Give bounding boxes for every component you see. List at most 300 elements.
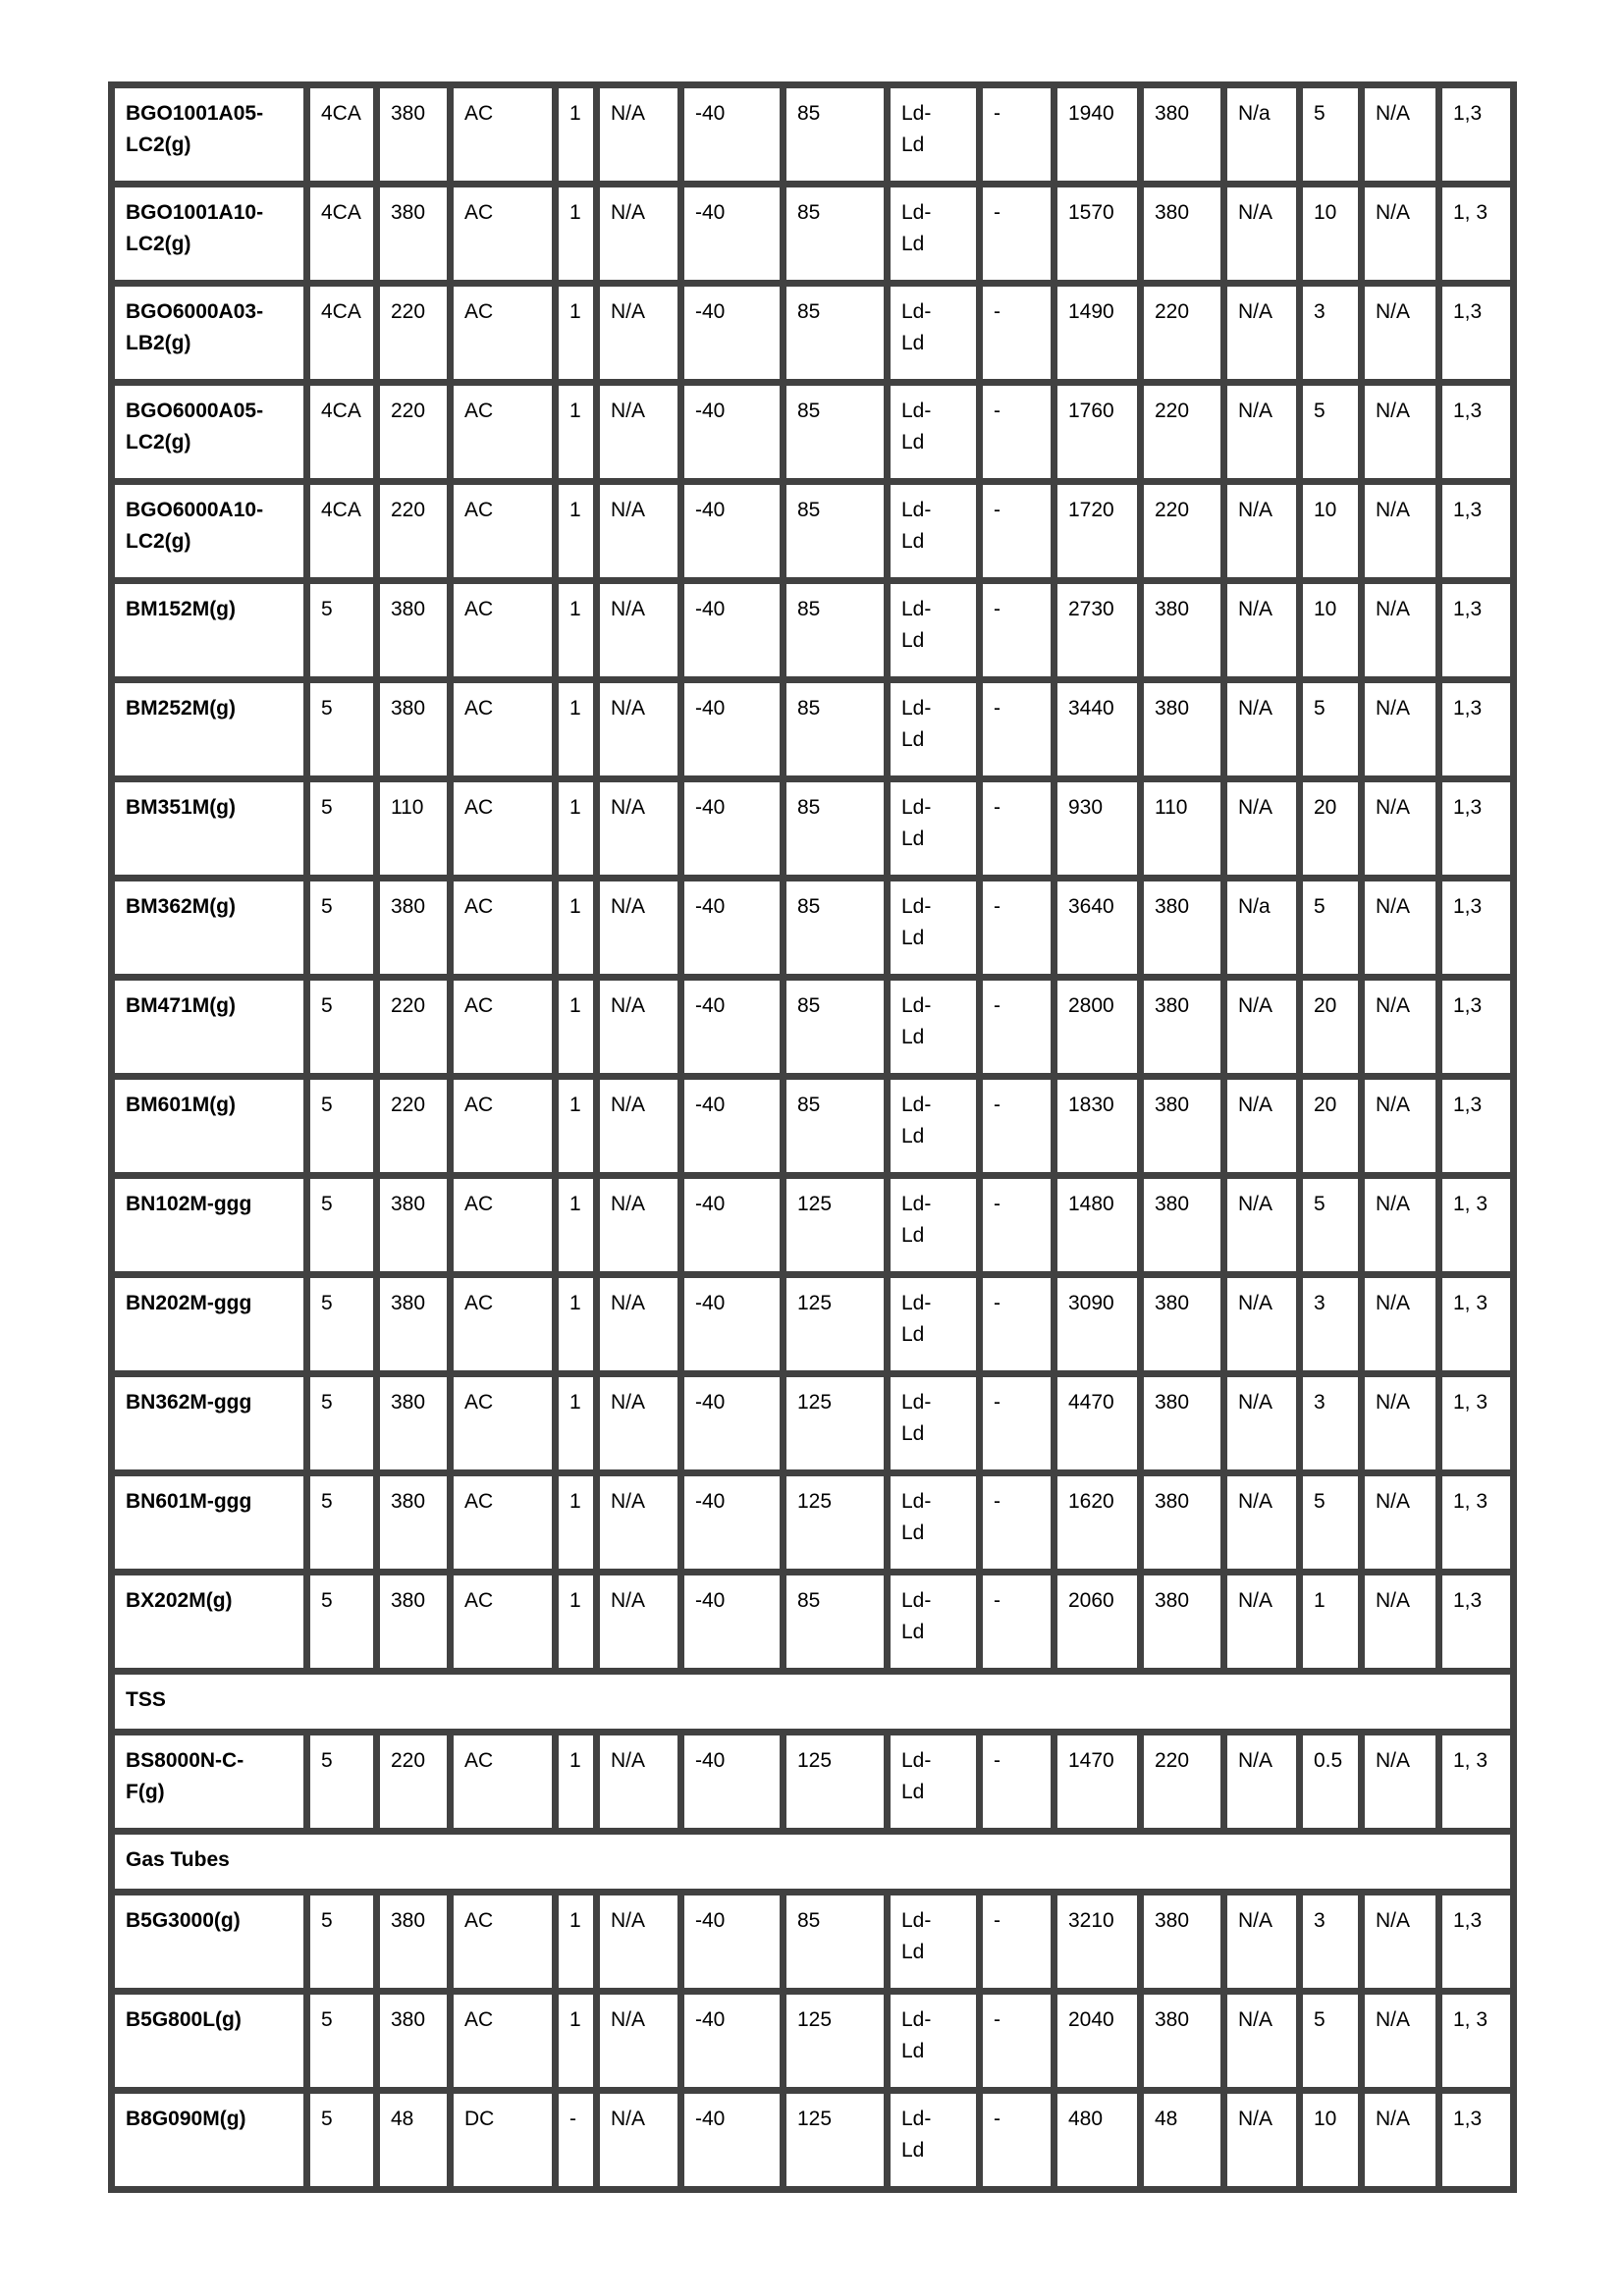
table-cell: N/A: [1224, 1733, 1300, 1832]
part-number-cell: BN362M-ggg: [112, 1374, 307, 1473]
table-row: [112, 1733, 1514, 1832]
table-cell: 380: [1141, 1077, 1224, 1176]
table-cell: N/A: [1362, 879, 1439, 978]
parts-spec-table: [108, 81, 1517, 2193]
part-number-cell: BM471M(g): [112, 978, 307, 1077]
table-cell: -: [980, 1992, 1055, 2091]
table-cell: N/A: [597, 2091, 681, 2190]
table-cell: N/A: [1362, 1077, 1439, 1176]
table-cell: N/A: [1362, 779, 1439, 879]
table-cell: 4470: [1055, 1374, 1141, 1473]
table-row: [112, 1893, 1514, 1992]
table-cell: N/A: [597, 1275, 681, 1374]
table-cell: 380: [377, 185, 451, 284]
table-cell: 1: [556, 85, 597, 185]
table-cell: 380: [377, 581, 451, 680]
table-cell: -40: [681, 284, 784, 383]
table-cell: 20: [1300, 1077, 1362, 1176]
table-cell: -40: [681, 1077, 784, 1176]
table-cell: 1720: [1055, 482, 1141, 581]
table-cell: 380: [377, 1473, 451, 1573]
table-cell: 1,3: [1439, 879, 1514, 978]
table-cell: 380: [377, 1176, 451, 1275]
table-cell: Ld-Ld: [888, 1992, 980, 2091]
table-cell: N/A: [597, 1077, 681, 1176]
table-cell: 5: [1300, 1992, 1362, 2091]
table-cell: N/A: [1362, 1275, 1439, 1374]
table-row: [112, 779, 1514, 879]
table-cell: 5: [307, 1374, 377, 1473]
table-cell: -: [980, 2091, 1055, 2190]
table-cell: 5: [1300, 383, 1362, 482]
table-cell: 1, 3: [1439, 1374, 1514, 1473]
table-cell: 1: [556, 879, 597, 978]
table-cell: 2040: [1055, 1992, 1141, 2091]
table-cell: 1,3: [1439, 978, 1514, 1077]
table-cell: 125: [784, 1275, 888, 1374]
table-cell: AC: [451, 1275, 556, 1374]
table-cell: Ld-Ld: [888, 85, 980, 185]
table-cell: -: [980, 978, 1055, 1077]
table-cell: -: [980, 185, 1055, 284]
table-cell: 5: [307, 779, 377, 879]
table-cell: N/A: [1224, 383, 1300, 482]
table-cell: 5: [307, 1077, 377, 1176]
table-row: [112, 284, 1514, 383]
table-cell: -40: [681, 1573, 784, 1672]
table-cell: Ld-Ld: [888, 1893, 980, 1992]
table-cell: AC: [451, 482, 556, 581]
part-number-cell: BM601M(g): [112, 1077, 307, 1176]
table-cell: -40: [681, 2091, 784, 2190]
table-cell: 4CA: [307, 284, 377, 383]
table-cell: 5: [307, 2091, 377, 2190]
table-cell: 1: [556, 284, 597, 383]
part-number-cell: BGO6000A03-LB2(g): [112, 284, 307, 383]
table-cell: 5: [307, 1992, 377, 2091]
table-cell: 3640: [1055, 879, 1141, 978]
table-cell: -: [980, 1473, 1055, 1573]
table-cell: 1: [556, 383, 597, 482]
table-cell: N/A: [597, 85, 681, 185]
table-cell: 10: [1300, 482, 1362, 581]
table-cell: 1: [556, 1573, 597, 1672]
table-cell: N/A: [597, 284, 681, 383]
table-cell: 85: [784, 284, 888, 383]
table-cell: 2730: [1055, 581, 1141, 680]
table-cell: 5: [307, 680, 377, 779]
section-header-cell: Gas Tubes: [112, 1832, 1514, 1893]
table-cell: N/A: [1224, 1473, 1300, 1573]
table-cell: 125: [784, 2091, 888, 2190]
table-cell: N/A: [1224, 1573, 1300, 1672]
table-cell: 85: [784, 680, 888, 779]
table-cell: Ld-Ld: [888, 1374, 980, 1473]
table-cell: 85: [784, 581, 888, 680]
table-cell: 110: [1141, 779, 1224, 879]
table-cell: 1: [556, 1077, 597, 1176]
table-cell: -: [980, 1893, 1055, 1992]
table-cell: -: [980, 1275, 1055, 1374]
table-cell: 380: [377, 1275, 451, 1374]
table-row: [112, 1573, 1514, 1672]
table-cell: -40: [681, 1374, 784, 1473]
table-cell: 1, 3: [1439, 185, 1514, 284]
table-cell: N/A: [597, 185, 681, 284]
part-number-cell: B5G3000(g): [112, 1893, 307, 1992]
part-number-cell: BN102M-ggg: [112, 1176, 307, 1275]
table-cell: 220: [1141, 1733, 1224, 1832]
table-cell: -40: [681, 779, 784, 879]
table-cell: 1570: [1055, 185, 1141, 284]
table-cell: N/A: [1362, 581, 1439, 680]
table-cell: 1: [1300, 1573, 1362, 1672]
table-cell: N/A: [1362, 680, 1439, 779]
table-cell: 220: [1141, 284, 1224, 383]
table-cell: 1,3: [1439, 1893, 1514, 1992]
table-cell: 5: [307, 1733, 377, 1832]
table-cell: 1, 3: [1439, 1473, 1514, 1573]
table-cell: Ld-Ld: [888, 879, 980, 978]
table-cell: -: [980, 383, 1055, 482]
table-cell: -40: [681, 1176, 784, 1275]
table-cell: 1830: [1055, 1077, 1141, 1176]
table-cell: -40: [681, 1893, 784, 1992]
table-cell: -: [980, 482, 1055, 581]
table-cell: 1760: [1055, 383, 1141, 482]
table-cell: 1: [556, 1473, 597, 1573]
table-cell: 48: [1141, 2091, 1224, 2190]
table-cell: -: [980, 85, 1055, 185]
table-cell: 85: [784, 85, 888, 185]
table-cell: 1: [556, 1176, 597, 1275]
table-cell: N/A: [1224, 284, 1300, 383]
table-cell: N/A: [597, 1573, 681, 1672]
table-cell: N/A: [597, 482, 681, 581]
table-cell: N/A: [597, 978, 681, 1077]
table-cell: 1, 3: [1439, 1992, 1514, 2091]
table-cell: 20: [1300, 779, 1362, 879]
table-cell: N/A: [1224, 1275, 1300, 1374]
table-cell: N/A: [1362, 284, 1439, 383]
table-cell: N/A: [1362, 85, 1439, 185]
table-cell: Ld-Ld: [888, 185, 980, 284]
table-cell: 1: [556, 978, 597, 1077]
table-cell: -: [980, 879, 1055, 978]
table-cell: N/A: [1224, 1992, 1300, 2091]
table-cell: AC: [451, 185, 556, 284]
table-cell: Ld-Ld: [888, 1573, 980, 1672]
table-cell: N/A: [597, 1893, 681, 1992]
table-cell: -: [556, 2091, 597, 2190]
table-cell: 2800: [1055, 978, 1141, 1077]
table-cell: Ld-Ld: [888, 680, 980, 779]
table-row: [112, 185, 1514, 284]
table-cell: 380: [1141, 1573, 1224, 1672]
table-cell: -: [980, 1374, 1055, 1473]
table-cell: N/A: [597, 1992, 681, 2091]
table-cell: Ld-Ld: [888, 284, 980, 383]
table-cell: -40: [681, 680, 784, 779]
table-cell: AC: [451, 1893, 556, 1992]
table-cell: 1,3: [1439, 2091, 1514, 2190]
table-cell: 1: [556, 1374, 597, 1473]
table-cell: Ld-Ld: [888, 383, 980, 482]
table-cell: 380: [377, 680, 451, 779]
table-cell: 85: [784, 1573, 888, 1672]
table-cell: 1480: [1055, 1176, 1141, 1275]
table-cell: N/A: [597, 680, 681, 779]
table-cell: Ld-Ld: [888, 978, 980, 1077]
table-cell: 110: [377, 779, 451, 879]
table-cell: 5: [1300, 85, 1362, 185]
table-cell: 220: [1141, 383, 1224, 482]
table-cell: 5: [307, 1893, 377, 1992]
table-cell: 85: [784, 383, 888, 482]
table-cell: 4CA: [307, 85, 377, 185]
table-cell: N/A: [597, 1473, 681, 1573]
table-cell: N/A: [1224, 482, 1300, 581]
table-cell: 85: [784, 1077, 888, 1176]
table-cell: AC: [451, 978, 556, 1077]
table-cell: 1, 3: [1439, 1275, 1514, 1374]
table-cell: 1,3: [1439, 1573, 1514, 1672]
table-cell: AC: [451, 1077, 556, 1176]
table-cell: -40: [681, 879, 784, 978]
part-number-cell: BGO1001A10-LC2(g): [112, 185, 307, 284]
table-cell: 85: [784, 185, 888, 284]
table-cell: 5: [1300, 1473, 1362, 1573]
table-row: [112, 482, 1514, 581]
table-cell: 5: [1300, 1176, 1362, 1275]
table-cell: N/A: [1224, 978, 1300, 1077]
table-cell: 4CA: [307, 482, 377, 581]
table-cell: 220: [377, 978, 451, 1077]
table-cell: 125: [784, 1733, 888, 1832]
table-cell: 125: [784, 1473, 888, 1573]
table-cell: N/A: [1362, 1473, 1439, 1573]
table-cell: 1,3: [1439, 284, 1514, 383]
table-cell: -: [980, 779, 1055, 879]
table-cell: N/A: [1224, 185, 1300, 284]
table-cell: Ld-Ld: [888, 482, 980, 581]
table-cell: 3090: [1055, 1275, 1141, 1374]
table-cell: -40: [681, 383, 784, 482]
table-cell: 1,3: [1439, 383, 1514, 482]
table-row: [112, 581, 1514, 680]
table-cell: 1, 3: [1439, 1176, 1514, 1275]
table-cell: 4CA: [307, 383, 377, 482]
table-cell: N/A: [597, 1733, 681, 1832]
table-row: [112, 383, 1514, 482]
table-cell: AC: [451, 1573, 556, 1672]
table-cell: Ld-Ld: [888, 1275, 980, 1374]
section-row: [112, 1672, 1514, 1733]
table-cell: 1: [556, 680, 597, 779]
table-cell: 5: [1300, 680, 1362, 779]
table-cell: 1620: [1055, 1473, 1141, 1573]
table-cell: N/A: [1224, 680, 1300, 779]
table-cell: 1,3: [1439, 85, 1514, 185]
table-cell: 1: [556, 1992, 597, 2091]
table-cell: 3210: [1055, 1893, 1141, 1992]
table-cell: 380: [1141, 1992, 1224, 2091]
table-cell: 1,3: [1439, 1077, 1514, 1176]
table-cell: 220: [1141, 482, 1224, 581]
table-cell: 380: [377, 1893, 451, 1992]
table-row: [112, 879, 1514, 978]
table-cell: -: [980, 1573, 1055, 1672]
part-number-cell: BS8000N-C-F(g): [112, 1733, 307, 1832]
table-cell: N/a: [1224, 879, 1300, 978]
table-cell: N/A: [1362, 1573, 1439, 1672]
table-cell: 380: [377, 879, 451, 978]
table-cell: 48: [377, 2091, 451, 2190]
part-number-cell: BGO6000A10-LC2(g): [112, 482, 307, 581]
table-cell: 220: [377, 383, 451, 482]
table-cell: 380: [1141, 185, 1224, 284]
table-cell: AC: [451, 85, 556, 185]
table-cell: N/A: [597, 581, 681, 680]
part-number-cell: B5G800L(g): [112, 1992, 307, 2091]
table-row: [112, 978, 1514, 1077]
table-cell: -40: [681, 1275, 784, 1374]
table-cell: AC: [451, 1374, 556, 1473]
table-cell: -40: [681, 581, 784, 680]
table-cell: 1: [556, 1733, 597, 1832]
table-cell: 3: [1300, 1893, 1362, 1992]
table-cell: 4CA: [307, 185, 377, 284]
table-cell: N/A: [1362, 383, 1439, 482]
table-cell: 220: [377, 284, 451, 383]
table-cell: N/A: [1362, 1733, 1439, 1832]
table-cell: 85: [784, 482, 888, 581]
part-number-cell: B8G090M(g): [112, 2091, 307, 2190]
table-cell: -: [980, 284, 1055, 383]
part-number-cell: BX202M(g): [112, 1573, 307, 1672]
table-cell: 3: [1300, 284, 1362, 383]
table-cell: N/A: [1362, 978, 1439, 1077]
table-cell: 930: [1055, 779, 1141, 879]
table-cell: AC: [451, 1176, 556, 1275]
table-row: [112, 1176, 1514, 1275]
table-cell: N/A: [597, 779, 681, 879]
part-number-cell: BGO1001A05-LC2(g): [112, 85, 307, 185]
table-cell: 380: [1141, 879, 1224, 978]
table-cell: 480: [1055, 2091, 1141, 2190]
table-cell: 85: [784, 978, 888, 1077]
table-cell: 85: [784, 879, 888, 978]
table-cell: N/A: [1362, 482, 1439, 581]
table-cell: 1: [556, 779, 597, 879]
table-row: [112, 1374, 1514, 1473]
table-cell: 20: [1300, 978, 1362, 1077]
table-cell: Ld-Ld: [888, 581, 980, 680]
table-cell: -40: [681, 1733, 784, 1832]
table-row: [112, 2091, 1514, 2190]
table-cell: Ld-Ld: [888, 1473, 980, 1573]
table-cell: N/A: [1362, 185, 1439, 284]
table-cell: 1,3: [1439, 482, 1514, 581]
table-cell: 3: [1300, 1275, 1362, 1374]
table-cell: 5: [1300, 879, 1362, 978]
table-cell: -40: [681, 1992, 784, 2091]
table-cell: 5: [307, 879, 377, 978]
table-cell: -: [980, 680, 1055, 779]
table-row: [112, 680, 1514, 779]
table-cell: 1,3: [1439, 680, 1514, 779]
table-cell: 85: [784, 779, 888, 879]
table-cell: AC: [451, 680, 556, 779]
table-cell: 380: [1141, 1374, 1224, 1473]
table-cell: AC: [451, 284, 556, 383]
table-cell: 3440: [1055, 680, 1141, 779]
table-cell: 10: [1300, 2091, 1362, 2190]
section-header-cell: TSS: [112, 1672, 1514, 1733]
table-cell: 5: [307, 1176, 377, 1275]
part-number-cell: BM362M(g): [112, 879, 307, 978]
table-cell: 220: [377, 1077, 451, 1176]
table-cell: 1,3: [1439, 779, 1514, 879]
table-row: [112, 1275, 1514, 1374]
part-number-cell: BM152M(g): [112, 581, 307, 680]
table-cell: 5: [307, 1473, 377, 1573]
table-cell: 5: [307, 1275, 377, 1374]
table-cell: 1: [556, 482, 597, 581]
table-cell: AC: [451, 879, 556, 978]
table-cell: -: [980, 581, 1055, 680]
table-cell: N/A: [597, 383, 681, 482]
table-cell: Ld-Ld: [888, 1176, 980, 1275]
table-cell: N/A: [1224, 1077, 1300, 1176]
table-cell: Ld-Ld: [888, 1077, 980, 1176]
table-cell: 2060: [1055, 1573, 1141, 1672]
table-cell: AC: [451, 383, 556, 482]
table-cell: 1, 3: [1439, 1733, 1514, 1832]
table-cell: 10: [1300, 185, 1362, 284]
table-cell: 1: [556, 1275, 597, 1374]
section-row: [112, 1832, 1514, 1893]
table-row: [112, 1473, 1514, 1573]
table-cell: 380: [1141, 1176, 1224, 1275]
table-cell: Ld-Ld: [888, 2091, 980, 2190]
table-cell: 1: [556, 1893, 597, 1992]
part-number-cell: BM351M(g): [112, 779, 307, 879]
table-cell: 125: [784, 1176, 888, 1275]
table-cell: N/A: [1362, 1374, 1439, 1473]
table-cell: N/A: [1224, 1176, 1300, 1275]
table-cell: AC: [451, 1473, 556, 1573]
table-cell: 380: [1141, 978, 1224, 1077]
table-cell: -40: [681, 1473, 784, 1573]
table-cell: 3: [1300, 1374, 1362, 1473]
table-cell: N/A: [1362, 2091, 1439, 2190]
table-row: [112, 1992, 1514, 2091]
table-cell: -: [980, 1176, 1055, 1275]
table-cell: 1490: [1055, 284, 1141, 383]
table-cell: AC: [451, 779, 556, 879]
table-cell: N/A: [1224, 581, 1300, 680]
table-cell: -: [980, 1733, 1055, 1832]
table-cell: 1: [556, 581, 597, 680]
table-cell: 380: [1141, 1275, 1224, 1374]
table-cell: Ld-Ld: [888, 779, 980, 879]
table-cell: 0.5: [1300, 1733, 1362, 1832]
table-cell: DC: [451, 2091, 556, 2190]
part-number-cell: BGO6000A05-LC2(g): [112, 383, 307, 482]
table-cell: N/A: [1362, 1992, 1439, 2091]
table-cell: -40: [681, 482, 784, 581]
